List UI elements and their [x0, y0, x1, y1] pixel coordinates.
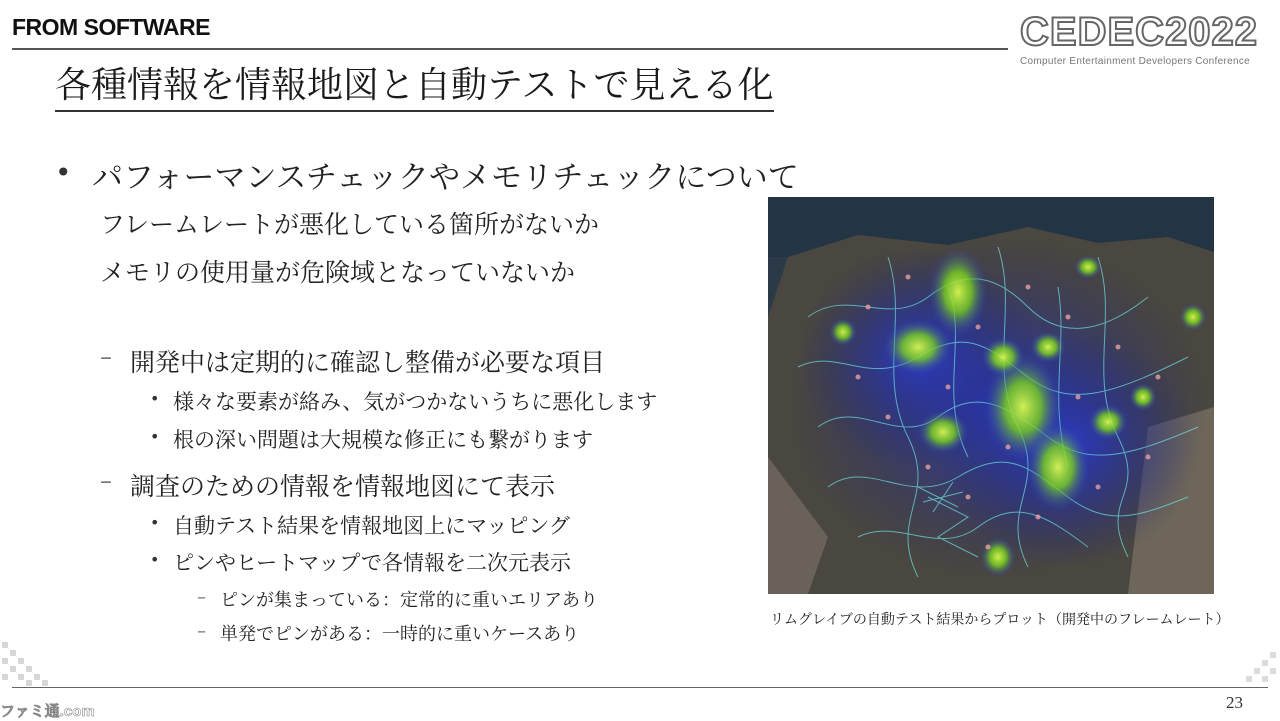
bullet-dot-icon: •	[150, 389, 160, 408]
point-degradation: 様々な要素が絡み、気がつかないうちに悪化します	[173, 390, 658, 414]
dash-icon: –	[100, 343, 112, 371]
bullet-dot-icon: •	[150, 513, 160, 532]
page-number: 23	[1226, 693, 1243, 712]
subpoint-clustered-pins: ピンが集まっている：定常的に重いエリアあり	[220, 590, 598, 611]
bullet-dot-icon: •	[150, 427, 160, 446]
watermark: ファミ通.com	[0, 703, 95, 720]
slide-title: 各種情報を情報地図と自動テストで見える化	[55, 64, 774, 112]
bullet-dot-icon: •	[150, 550, 160, 569]
footer-divider	[12, 687, 1268, 688]
main-bullet: パフォーマンスチェックやメモリチェックについて	[92, 160, 799, 196]
subpoint-single-pin: 単発でピンがある：一時的に重いケースあり	[220, 624, 580, 645]
point-pins-heatmap: ピンやヒートマップで各情報を二次元表示	[173, 551, 571, 575]
section-heading-infomap: 調査のための情報を情報地図にて表示	[130, 472, 556, 501]
dash-icon: –	[100, 467, 112, 495]
conference-logo	[1020, 10, 1270, 72]
header-divider	[12, 48, 1008, 50]
heatmap-map-image	[768, 197, 1214, 594]
dash-icon: –	[197, 621, 206, 642]
company-logo: FROM SOFTWARE	[12, 14, 210, 40]
pixel-decoration	[0, 640, 70, 688]
point-mapping: 自動テスト結果を情報地図上にマッピング	[173, 514, 570, 538]
point-large-fix: 根の深い問題は大規模な修正にも繋がります	[173, 428, 593, 452]
section-heading-maintenance: 開発中は定期的に確認し整備が必要な項目	[130, 348, 606, 377]
sub-line-memory: メモリの使用量が危険域となっていないか	[100, 258, 576, 287]
bullet-dot-icon: •	[55, 156, 72, 189]
figure-caption: リムグレイブの自動テスト結果からプロット（開発中のフレームレート）	[770, 612, 1230, 628]
conference-name: Computer Entertainment Developers Conference	[1020, 56, 1250, 67]
pixel-decoration	[1210, 650, 1280, 686]
conference-logo-text: CEDEC2022	[1020, 10, 1259, 54]
dash-icon: –	[197, 587, 206, 608]
sub-line-framerate: フレームレートが悪化している箇所がないか	[100, 210, 600, 239]
